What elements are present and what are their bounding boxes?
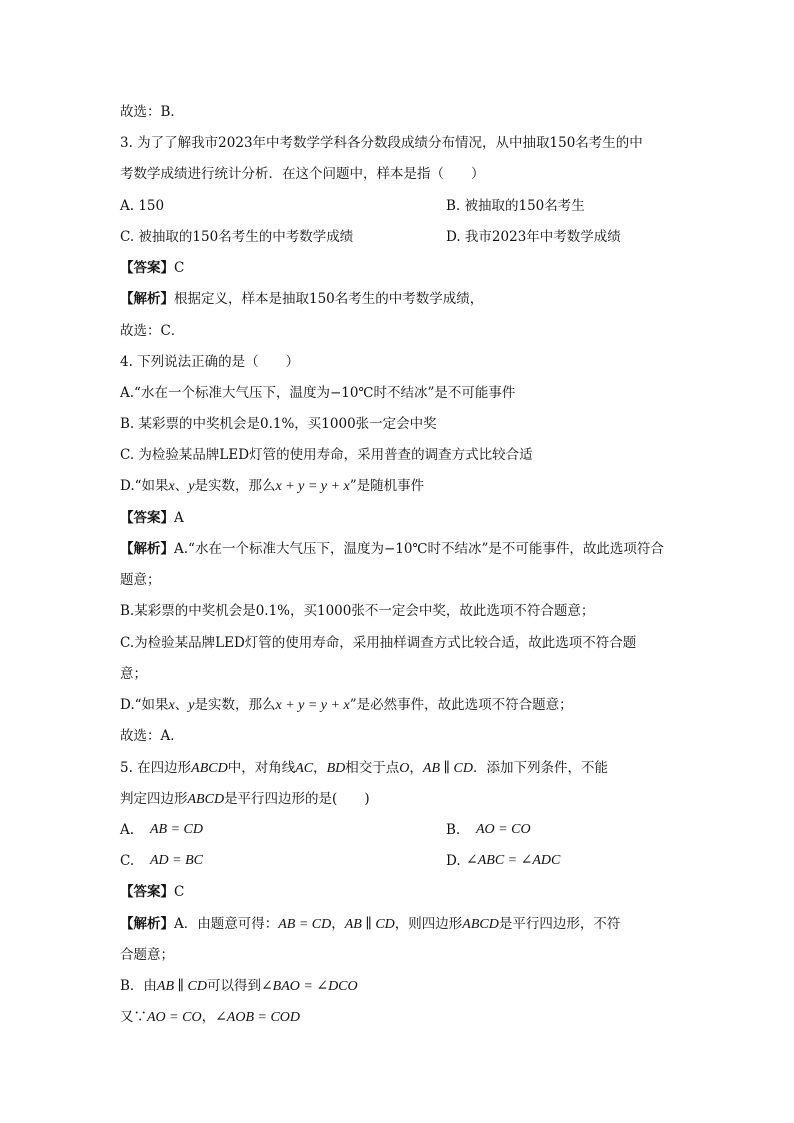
q4-option-b: B. 某彩票的中奖机会是0.1%，买1000张一定会中奖 (120, 416, 437, 432)
q5-stem-line1: 5. 在四边形ABCD中，对角线AC，BD相交于点O，AB ∥ CD．添加下列条件，不能 (120, 760, 608, 776)
q5-option-b: AO = CO (476, 822, 531, 837)
q5-option-d: ∠ABC = ∠ADC (466, 853, 561, 868)
q5-option-c-label: C. (120, 853, 135, 869)
q3-answer (120, 259, 184, 277)
answer-value: C (174, 260, 185, 276)
q4-answer (120, 509, 184, 527)
answer-value: A (174, 510, 184, 526)
q5-answer (120, 883, 184, 901)
answer-tag: 【答案】 (120, 884, 174, 900)
q4-analysis-a-cont: 题意； (120, 572, 161, 588)
q5-option-a-label: A. (120, 822, 135, 838)
answer-tag: 【答案】 (120, 260, 174, 276)
q3-analysis (120, 290, 483, 308)
q4-option-d: D.“如果x、y是实数，那么x + y = y + x”是随机事件 (120, 478, 425, 494)
q4-analysis-b: B.某彩票的中奖机会是0.1%，买1000张不一定会中奖，故此选项不符合题意； (120, 603, 595, 619)
q5-analysis-a-cont: 合题意； (120, 947, 174, 963)
q5-analysis-a: 【解析】A．由题意可得：AB = CD，AB ∥ CD，则四边形ABCD是平行四边形，不符 (120, 916, 621, 932)
q3-stem-line2: 考数学成绩进行统计分析．在这个问题中，样本是指（ ） (120, 166, 485, 182)
q5-option-b-label: B. (446, 822, 461, 838)
q5-option-c: AD = BC (150, 853, 203, 868)
q5-analysis-b-cont: 又∵AO = CO，∠AOB = COD (120, 1009, 301, 1025)
q4-analysis-c: C.为检验某品牌LED灯管的使用寿命，采用抽样调查方式比较合适，故此选项不符合题 (120, 635, 637, 651)
q5-options-row2 (120, 852, 561, 870)
q3-option-d: D. 我市2023年中考数学成绩 (446, 229, 621, 245)
q5-option-a: AB = CD (150, 822, 203, 837)
q4-option-a: A.“水在一个标准大气压下，温度为−10℃时不结冰”是不可能事件 (120, 385, 516, 401)
q4-analysis-c-cont: 意； (120, 666, 147, 682)
answer-tag: 【答案】 (120, 510, 174, 526)
q3-option-b: B. 被抽取的150名考生 (446, 198, 585, 214)
q4-analysis-a: 【解析】A.“水在一个标准大气压下，温度为−10℃时不结冰”是不可能事件，故此选项符合 (120, 541, 664, 557)
q4-conclusion: 故选：A． (120, 728, 184, 744)
analysis-tag: 【解析】 (120, 916, 174, 932)
q3-options-row2 (120, 228, 621, 246)
analysis-tag: 【解析】 (120, 541, 174, 557)
q3-conclusion: 故选：C． (120, 323, 185, 339)
q5-options-row1 (120, 821, 531, 839)
q3-option-c: C. 被抽取的150名考生的中考数学成绩 (120, 229, 354, 245)
q4-analysis-d: D.“如果x、y是实数，那么x + y = y + x”是必然事件，故此选项不符合题意； (120, 697, 573, 713)
q5-analysis-b: B．由AB ∥ CD可以得到∠BAO = ∠DCO (120, 978, 358, 994)
q3-options-row1 (120, 197, 585, 215)
conclusion-q2: 故选：B． (120, 104, 184, 120)
q4-stem: 4. 下列说法正确的是（ ） (120, 354, 300, 370)
q5-stem-line2: 判定四边形ABCD是平行四边形的是( ) (120, 791, 370, 807)
q5-option-d-label: D. (446, 853, 461, 869)
analysis-text: 根据定义，样本是抽取150名考生的中考数学成绩， (174, 291, 484, 307)
q4-option-c: C. 为检验某品牌LED灯管的使用寿命，采用普查的调查方式比较合适 (120, 447, 533, 463)
q3-option-a: A. 150 (120, 198, 165, 214)
q3-stem-line1: 3. 为了了解我市2023年中考数学学科各分数段成绩分布情况，从中抽取150名考生的中 (120, 135, 643, 151)
answer-value: C (174, 884, 185, 900)
analysis-tag: 【解析】 (120, 291, 174, 307)
